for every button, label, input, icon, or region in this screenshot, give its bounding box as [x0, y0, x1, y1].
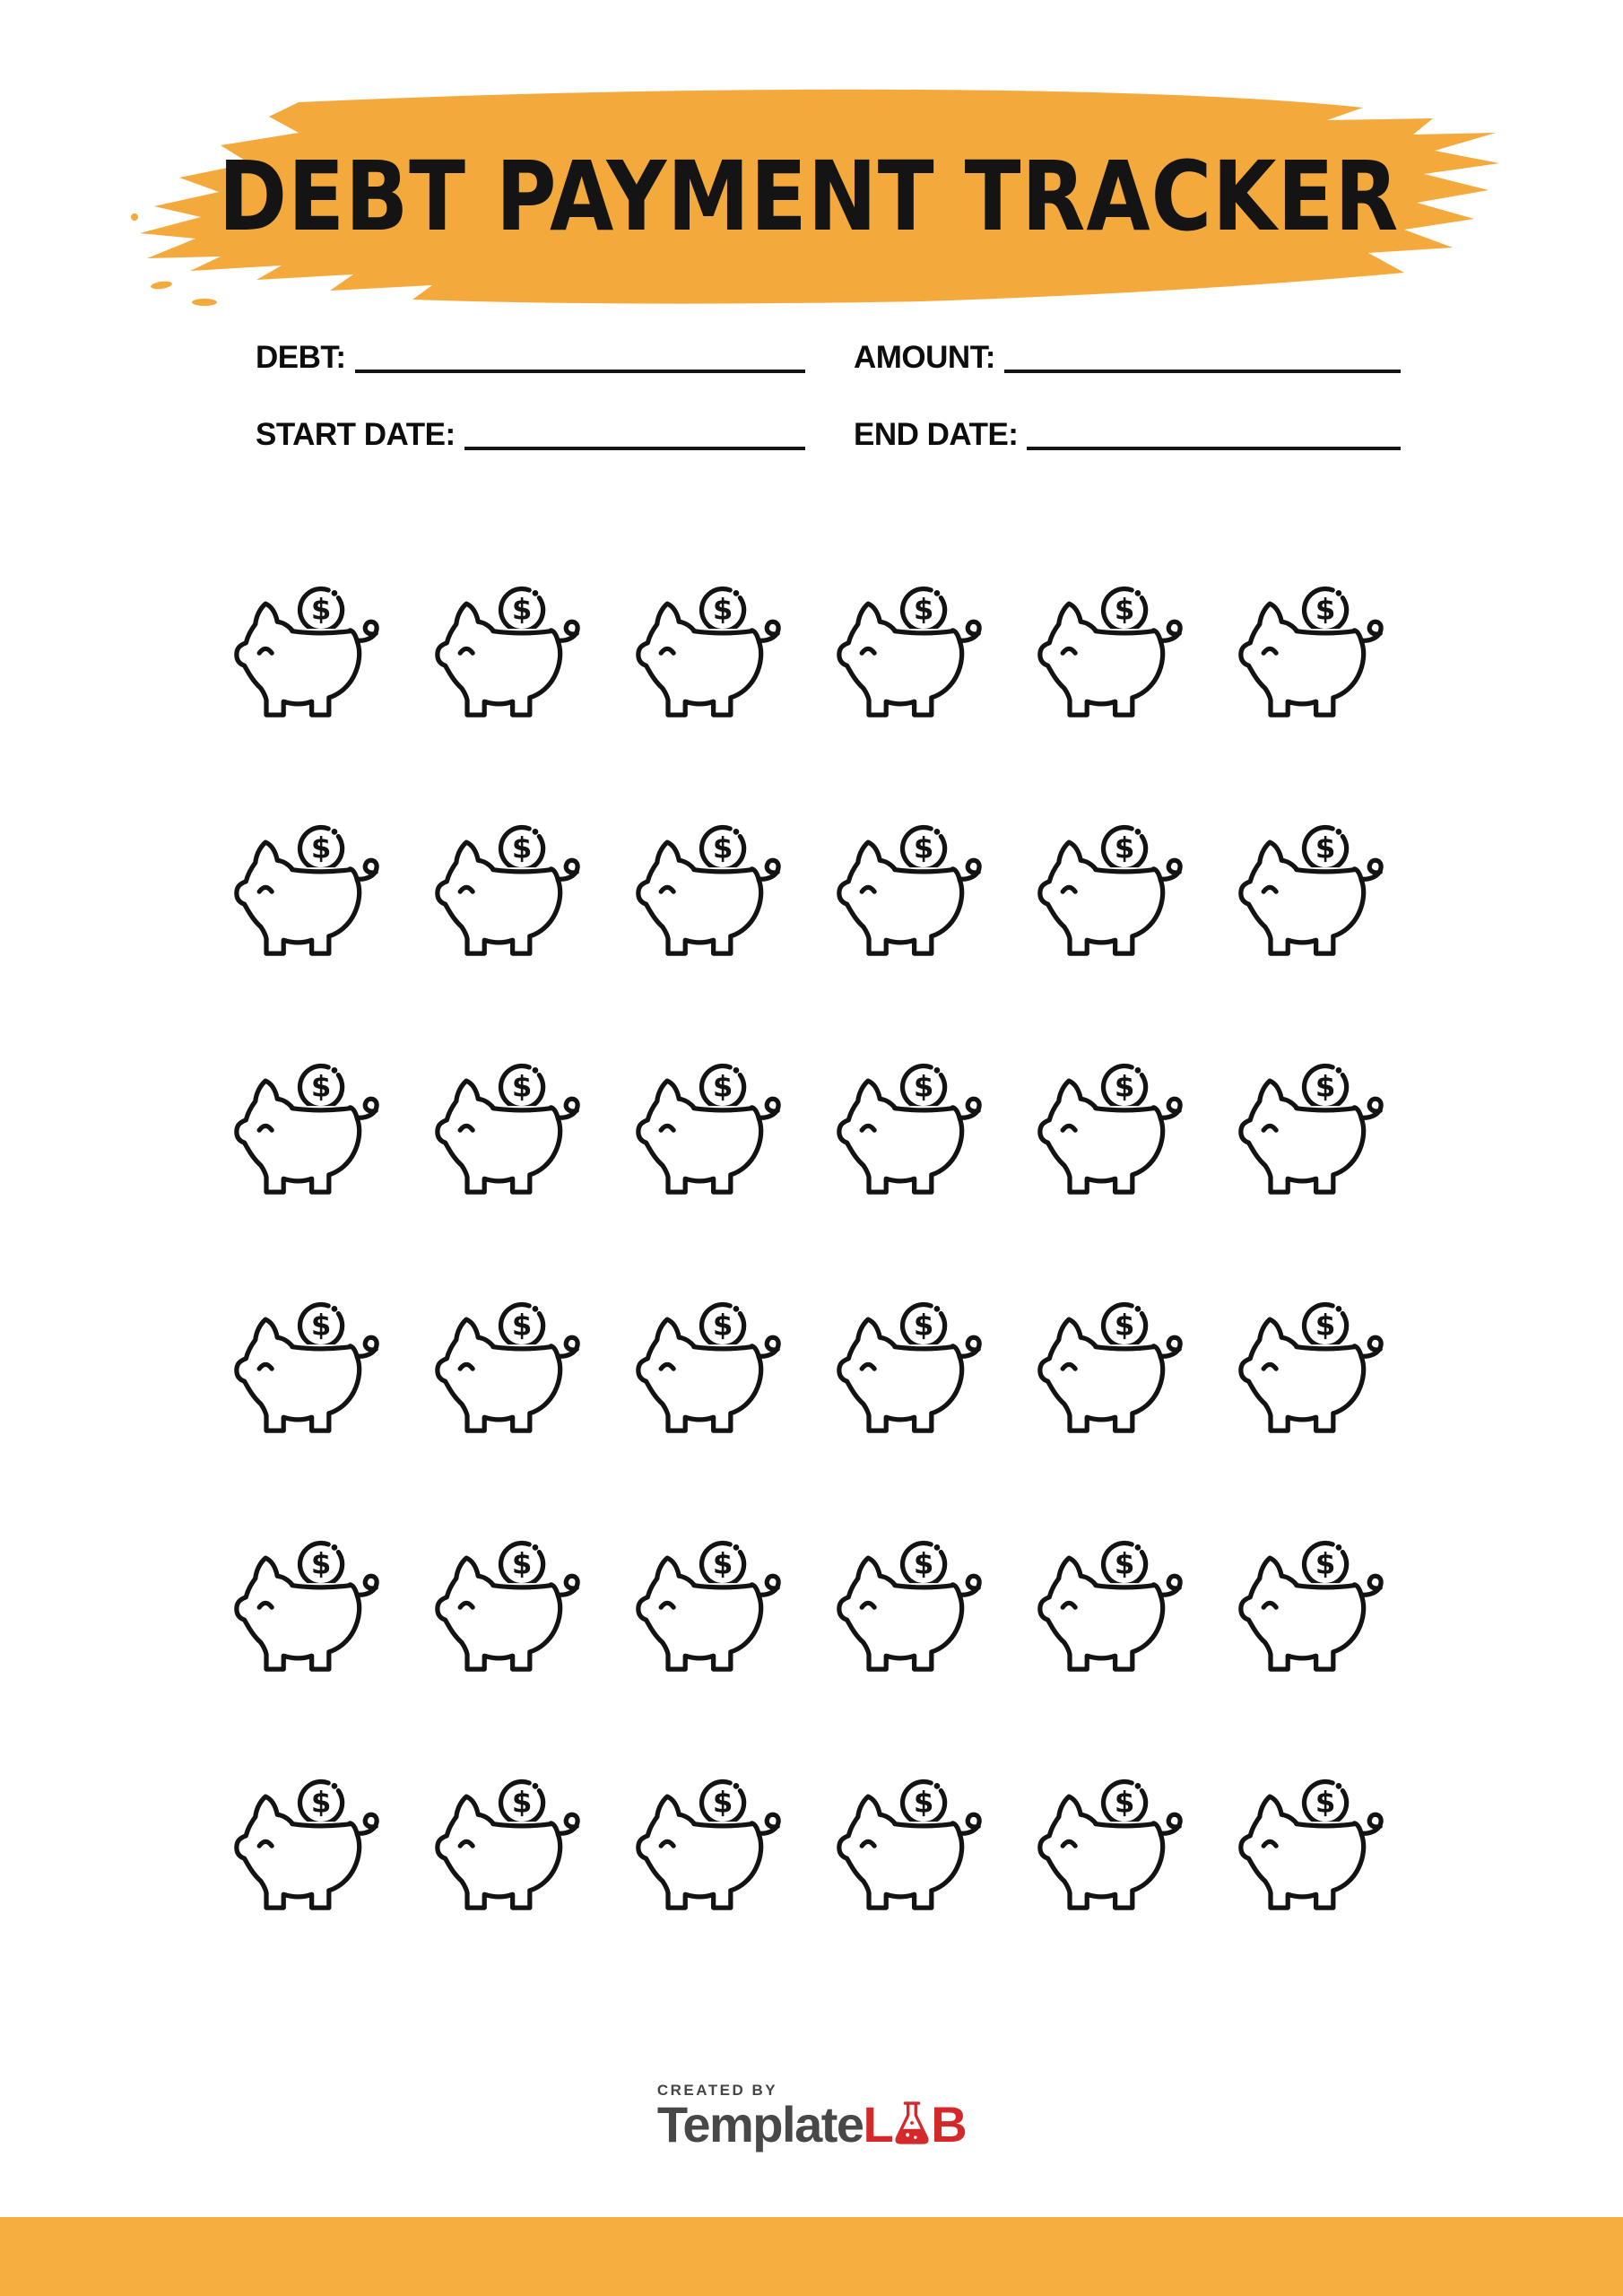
- pig-tail: [1160, 1099, 1180, 1118]
- piggy-cell: [1219, 1012, 1420, 1250]
- pig-eye: [1063, 1603, 1075, 1607]
- pig-tail: [558, 1814, 577, 1833]
- coin-dollar-sign: $: [712, 1785, 733, 1820]
- pig-eye: [661, 1603, 673, 1607]
- piggy-bank-icon: [1234, 1055, 1406, 1207]
- brand-template-text: Template: [656, 2096, 864, 2152]
- piggy-bank-icon: [1033, 1055, 1205, 1207]
- piggy-cell: [818, 1489, 1019, 1727]
- coin-dollar-sign: $: [1315, 1308, 1336, 1343]
- coin-gap-dot: [936, 592, 939, 595]
- coin-gap-dot: [1137, 1069, 1140, 1072]
- pig-eye: [1263, 648, 1276, 653]
- coin-dollar-sign: $: [913, 1785, 934, 1820]
- coin-gap-dot: [936, 831, 939, 833]
- pig-eye: [1263, 1603, 1276, 1607]
- pig-tail: [357, 1814, 377, 1833]
- coin-dollar-sign: $: [1315, 1785, 1336, 1820]
- slot-line: [1297, 1109, 1355, 1110]
- piggy-cell: [215, 1489, 416, 1727]
- coin-gap-dot: [735, 1546, 738, 1549]
- piggy-cell: [818, 1250, 1019, 1489]
- piggy-cell: [617, 1012, 818, 1250]
- pig-eye: [661, 1841, 673, 1846]
- piggy-cell: [215, 1250, 416, 1489]
- slot-line: [1096, 1586, 1154, 1587]
- amount-label: AMOUNT:: [854, 340, 995, 375]
- pig-tail: [558, 622, 577, 640]
- coin-dollar-sign: $: [712, 592, 733, 627]
- end-date-blank-line: [1027, 414, 1401, 450]
- coin-dollar-sign: $: [1114, 1069, 1135, 1104]
- coin-gap-dot: [735, 592, 738, 595]
- piggy-bank-icon: [1033, 1770, 1205, 1923]
- pig-tail: [357, 622, 377, 640]
- coin-gap-dot: [534, 1546, 537, 1549]
- pig-eye: [1063, 1841, 1075, 1846]
- piggy-bank-icon: [631, 1532, 803, 1684]
- slot-line: [895, 1586, 953, 1587]
- piggy-bank-icon: [1033, 1532, 1205, 1684]
- piggy-bank-icon: [1234, 1770, 1406, 1923]
- piggy-bank-icon: [230, 1532, 402, 1684]
- coin-dollar-sign: $: [310, 1546, 332, 1581]
- coin-gap-dot: [1338, 1308, 1341, 1310]
- coin-gap-dot: [936, 1069, 939, 1072]
- bottom-accent-bar: [0, 2217, 1623, 2296]
- slot-line: [1096, 631, 1154, 633]
- piggy-bank-icon: [230, 816, 402, 969]
- piggy-bank-icon: [1033, 1293, 1205, 1446]
- piggy-cell: [818, 773, 1019, 1012]
- coin-dollar-sign: $: [511, 1546, 533, 1581]
- pig-eye: [460, 887, 473, 891]
- pig-eye: [1063, 887, 1075, 891]
- coin-gap-dot: [334, 831, 336, 833]
- slot-line: [1096, 1824, 1154, 1826]
- slot-line: [1297, 1586, 1355, 1587]
- piggy-cell: [617, 1489, 818, 1727]
- pig-eye: [1063, 1364, 1075, 1369]
- pig-eye: [862, 1126, 874, 1130]
- piggy-cell: [818, 1727, 1019, 1966]
- pig-eye: [1263, 1364, 1276, 1369]
- piggy-bank-icon: [631, 1055, 803, 1207]
- coin-gap-dot: [534, 831, 537, 833]
- slot-line: [493, 1109, 551, 1110]
- piggy-cell: [1219, 535, 1420, 773]
- slot-line: [694, 1824, 752, 1826]
- piggy-bank-icon: [1234, 578, 1406, 730]
- piggy-bank-icon: [230, 1770, 402, 1923]
- coin-dollar-sign: $: [1315, 592, 1336, 627]
- coin-gap-dot: [1137, 592, 1140, 595]
- end-date-field: [854, 411, 1401, 450]
- pig-eye: [661, 1126, 673, 1130]
- slot-line: [1297, 870, 1355, 872]
- piggy-cell: [416, 535, 617, 773]
- title-banner: [115, 81, 1503, 323]
- piggy-cell: [1019, 1489, 1219, 1727]
- piggy-cell: [617, 773, 818, 1012]
- piggy-cell: [215, 773, 416, 1012]
- coin-dollar-sign: $: [712, 1308, 733, 1343]
- pig-tail: [959, 1576, 979, 1595]
- piggy-bank-icon: [631, 1293, 803, 1446]
- slot-line: [493, 1586, 551, 1587]
- slot-line: [292, 870, 351, 872]
- end-date-label: END DATE:: [854, 417, 1019, 452]
- coin-gap-dot: [334, 1069, 336, 1072]
- pig-eye: [259, 648, 272, 653]
- piggy-cell: [1219, 1250, 1420, 1489]
- coin-gap-dot: [534, 592, 537, 595]
- pig-eye: [862, 648, 874, 653]
- slot-line: [1297, 1824, 1355, 1826]
- piggy-bank-icon: [832, 1293, 1004, 1446]
- coin-gap-dot: [1137, 1785, 1140, 1787]
- coin-gap-dot: [936, 1785, 939, 1787]
- pig-eye: [1063, 1126, 1075, 1130]
- coin-dollar-sign: $: [1114, 1785, 1135, 1820]
- pig-tail: [1361, 1099, 1381, 1118]
- pig-tail: [959, 1099, 979, 1118]
- flask-liquid: [898, 2129, 926, 2142]
- slot-line: [292, 1824, 351, 1826]
- slot-line: [694, 1586, 752, 1587]
- slot-line: [292, 1347, 351, 1349]
- coin-dollar-sign: $: [511, 1308, 533, 1343]
- pig-tail: [1361, 860, 1381, 879]
- start-date-blank-line: [464, 414, 805, 450]
- coin-dollar-sign: $: [913, 831, 934, 865]
- piggy-cell: [1019, 535, 1219, 773]
- piggy-bank-icon: [832, 578, 1004, 730]
- slot-line: [292, 1109, 351, 1110]
- coin-dollar-sign: $: [511, 831, 533, 865]
- piggy-cell: [215, 535, 416, 773]
- piggy-cell: [1019, 1727, 1219, 1966]
- slot-line: [1297, 1347, 1355, 1349]
- brand-lab-l: L: [863, 2096, 893, 2152]
- debt-label: DEBT:: [256, 340, 346, 375]
- coin-dollar-sign: $: [712, 1069, 733, 1104]
- coin-dollar-sign: $: [310, 1069, 332, 1104]
- piggy-bank-icon: [631, 1770, 803, 1923]
- piggy-cell: [818, 1012, 1019, 1250]
- coin-dollar-sign: $: [511, 1785, 533, 1820]
- brand-wordmark: [656, 2096, 967, 2152]
- pig-tail: [759, 622, 778, 640]
- slot-line: [895, 1347, 953, 1349]
- piggy-bank-icon: [430, 578, 603, 730]
- flask-icon: [893, 2100, 931, 2147]
- pig-tail: [558, 1337, 577, 1356]
- coin-gap-dot: [1338, 592, 1341, 595]
- coin-dollar-sign: $: [1114, 1546, 1135, 1581]
- coin-gap-dot: [1137, 1308, 1140, 1310]
- pig-eye: [259, 887, 272, 891]
- piggy-cell: [1019, 1012, 1219, 1250]
- coin-gap-dot: [735, 831, 738, 833]
- pig-tail: [1361, 1814, 1381, 1833]
- pig-tail: [357, 1337, 377, 1356]
- piggy-cell: [416, 1489, 617, 1727]
- piggy-cell: [1219, 773, 1420, 1012]
- pig-eye: [862, 1603, 874, 1607]
- piggy-bank-icon: [430, 1293, 603, 1446]
- pig-eye: [1063, 648, 1075, 653]
- piggy-bank-icon: [430, 816, 603, 969]
- amount-field: [854, 334, 1401, 373]
- amount-blank-line: [1004, 337, 1401, 373]
- piggy-bank-icon: [1033, 578, 1205, 730]
- slot-line: [292, 1586, 351, 1587]
- slot-line: [694, 870, 752, 872]
- coin-gap-dot: [735, 1069, 738, 1072]
- coin-dollar-sign: $: [712, 831, 733, 865]
- pig-tail: [959, 860, 979, 879]
- pig-tail: [1160, 1337, 1180, 1356]
- slot-line: [493, 1824, 551, 1826]
- pig-eye: [259, 1364, 272, 1369]
- coin-dollar-sign: $: [511, 592, 533, 627]
- pig-tail: [959, 1337, 979, 1356]
- page-title: DEBT PAYMENT TRACKER: [218, 141, 1400, 253]
- pig-eye: [862, 1841, 874, 1846]
- debt-field: [256, 334, 805, 373]
- coin-gap-dot: [936, 1546, 939, 1549]
- slot-line: [493, 870, 551, 872]
- pig-eye: [661, 887, 673, 891]
- templatelab-logo: [656, 2082, 967, 2152]
- pig-eye: [259, 1603, 272, 1607]
- piggy-bank-icon: [1234, 1532, 1406, 1684]
- piggy-cell: [1219, 1727, 1420, 1966]
- piggy-cell: [215, 1727, 416, 1966]
- coin-dollar-sign: $: [1315, 831, 1336, 865]
- coin-dollar-sign: $: [913, 1308, 934, 1343]
- pig-tail: [1160, 622, 1180, 640]
- pig-eye: [259, 1841, 272, 1846]
- slot-line: [1096, 870, 1154, 872]
- piggy-bank-icon: [230, 1055, 402, 1207]
- slot-line: [1297, 631, 1355, 633]
- piggy-bank-icon: [832, 1532, 1004, 1684]
- pig-tail: [759, 1099, 778, 1118]
- piggy-bank-icon: [832, 1055, 1004, 1207]
- coin-gap-dot: [1338, 1546, 1341, 1549]
- coin-gap-dot: [334, 1546, 336, 1549]
- coin-gap-dot: [534, 1785, 537, 1787]
- slot-line: [493, 1347, 551, 1349]
- pig-tail: [959, 622, 979, 640]
- pig-eye: [460, 1841, 473, 1846]
- coin-dollar-sign: $: [913, 1546, 934, 1581]
- slot-line: [493, 631, 551, 633]
- start-date-field: [256, 411, 805, 450]
- coin-gap-dot: [1338, 831, 1341, 833]
- pig-tail: [558, 1099, 577, 1118]
- coin-gap-dot: [534, 1069, 537, 1072]
- coin-gap-dot: [936, 1308, 939, 1310]
- coin-gap-dot: [1137, 1546, 1140, 1549]
- coin-gap-dot: [735, 1785, 738, 1787]
- pig-tail: [1361, 1576, 1381, 1595]
- pig-eye: [460, 648, 473, 653]
- slot-line: [895, 1824, 953, 1826]
- coin-dollar-sign: $: [511, 1069, 533, 1104]
- piggy-bank-icon: [430, 1770, 603, 1923]
- coin-dollar-sign: $: [1315, 1546, 1336, 1581]
- pig-eye: [661, 1364, 673, 1369]
- piggy-cell: [1019, 773, 1219, 1012]
- coin-dollar-sign: $: [1114, 831, 1135, 865]
- pig-tail: [558, 860, 577, 879]
- piggy-bank-icon: [430, 1055, 603, 1207]
- pig-tail: [759, 860, 778, 879]
- pig-eye: [460, 1126, 473, 1130]
- pig-eye: [460, 1603, 473, 1607]
- piggy-bank-icon: [230, 578, 402, 730]
- coin-dollar-sign: $: [310, 1785, 332, 1820]
- coin-gap-dot: [334, 592, 336, 595]
- piggy-cell: [818, 535, 1019, 773]
- piggy-bank-icon: [832, 816, 1004, 969]
- coin-gap-dot: [1137, 831, 1140, 833]
- coin-gap-dot: [334, 1785, 336, 1787]
- tracker-grid: [215, 535, 1420, 1966]
- coin-dollar-sign: $: [1114, 592, 1135, 627]
- pig-eye: [1263, 1126, 1276, 1130]
- pig-tail: [1160, 1576, 1180, 1595]
- slot-line: [694, 1347, 752, 1349]
- coin-dollar-sign: $: [913, 1069, 934, 1104]
- piggy-cell: [215, 1012, 416, 1250]
- pig-tail: [1361, 1337, 1381, 1356]
- created-by-label: CREATED BY: [656, 2082, 778, 2099]
- pig-tail: [558, 1576, 577, 1595]
- pig-eye: [1263, 1841, 1276, 1846]
- start-date-label: START DATE:: [256, 417, 456, 452]
- piggy-bank-icon: [631, 578, 803, 730]
- coin-dollar-sign: $: [310, 592, 332, 627]
- piggy-bank-icon: [1234, 816, 1406, 969]
- piggy-bank-icon: [832, 1770, 1004, 1923]
- slot-line: [895, 1109, 953, 1110]
- brand-lab-b: B: [931, 2096, 967, 2152]
- slot-line: [1096, 1109, 1154, 1110]
- pig-tail: [357, 1099, 377, 1118]
- piggy-bank-icon: [631, 816, 803, 969]
- piggy-cell: [617, 535, 818, 773]
- pig-eye: [1263, 887, 1276, 891]
- pig-tail: [959, 1814, 979, 1833]
- pig-tail: [357, 1576, 377, 1595]
- pig-tail: [759, 1576, 778, 1595]
- debt-blank-line: [355, 337, 805, 373]
- pig-tail: [1160, 860, 1180, 879]
- coin-gap-dot: [334, 1308, 336, 1310]
- pig-tail: [1361, 622, 1381, 640]
- coin-gap-dot: [534, 1308, 537, 1310]
- slot-line: [694, 631, 752, 633]
- coin-dollar-sign: $: [913, 592, 934, 627]
- coin-dollar-sign: $: [310, 831, 332, 865]
- slot-line: [895, 870, 953, 872]
- pig-tail: [357, 860, 377, 879]
- coin-dollar-sign: $: [1114, 1308, 1135, 1343]
- piggy-cell: [416, 1250, 617, 1489]
- piggy-cell: [416, 773, 617, 1012]
- coin-dollar-sign: $: [712, 1546, 733, 1581]
- pig-eye: [460, 1364, 473, 1369]
- pig-eye: [259, 1126, 272, 1130]
- coin-gap-dot: [1338, 1069, 1341, 1072]
- slot-line: [1096, 1347, 1154, 1349]
- coin-gap-dot: [735, 1308, 738, 1310]
- piggy-bank-icon: [430, 1532, 603, 1684]
- piggy-cell: [617, 1727, 818, 1966]
- piggy-cell: [416, 1012, 617, 1250]
- slot-line: [694, 1109, 752, 1110]
- pig-tail: [1160, 1814, 1180, 1833]
- piggy-cell: [416, 1727, 617, 1966]
- piggy-bank-icon: [230, 1293, 402, 1446]
- piggy-bank-icon: [1234, 1293, 1406, 1446]
- pig-eye: [862, 887, 874, 891]
- piggy-cell: [1019, 1250, 1219, 1489]
- pig-eye: [661, 648, 673, 653]
- coin-gap-dot: [1338, 1785, 1341, 1787]
- slot-line: [292, 631, 351, 633]
- coin-dollar-sign: $: [1315, 1069, 1336, 1104]
- coin-dollar-sign: $: [310, 1308, 332, 1343]
- footer: [0, 2082, 1623, 2152]
- piggy-cell: [1219, 1489, 1420, 1727]
- piggy-bank-icon: [1033, 816, 1205, 969]
- pig-tail: [759, 1337, 778, 1356]
- piggy-cell: [617, 1250, 818, 1489]
- slot-line: [895, 631, 953, 633]
- pig-eye: [862, 1364, 874, 1369]
- pig-tail: [759, 1814, 778, 1833]
